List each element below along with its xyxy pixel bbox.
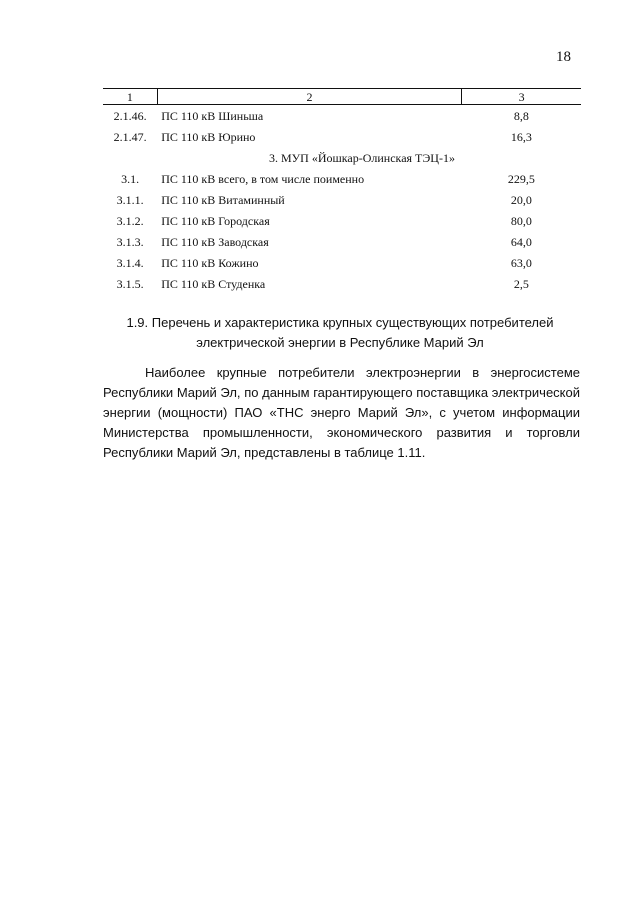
row-number: 3.1.: [121, 171, 140, 186]
substation-table: [103, 88, 581, 294]
section-heading-line-1: 1.9. Перечень и характеристика крупных существующих потребителей: [126, 315, 554, 330]
row-name: ПС 110 кВ Кожино: [161, 255, 259, 270]
body-paragraph-text: Наиболее крупные потребители электроэнергии в энергосистеме Республики Марий Эл, по данным гарантирующего поставщика электрической энергии (мощности) ПАО «ТНС энерго Марий Эл», с учетом информации Министерства промышленности, экономического развития и торговли Республики Марий Эл, представлены в таблице 1.11.: [103, 365, 580, 460]
row-number: 2.1.46.: [113, 108, 147, 123]
table-row: [103, 126, 581, 147]
table-row: [103, 210, 581, 231]
table-row: [103, 273, 581, 294]
table-row: [103, 168, 581, 189]
group-title: 3. МУП «Йошкар-Олинская ТЭЦ-1»: [269, 150, 455, 165]
table-row: [103, 231, 581, 252]
row-value: 16,3: [510, 129, 532, 144]
row-name: ПС 110 кВ Студенка: [161, 276, 266, 291]
row-name: ПС 110 кВ Заводская: [161, 234, 269, 249]
row-value: 8,8: [513, 108, 529, 123]
row-value: 229,5: [507, 171, 535, 186]
header-col-3: 3: [462, 89, 581, 105]
row-value: 64,0: [510, 234, 532, 249]
header-col-2: 2: [157, 89, 462, 105]
row-name: ПС 110 кВ Витаминный: [161, 192, 285, 207]
table-row: [103, 105, 581, 127]
row-number: 3.1.5.: [116, 276, 144, 291]
row-name: ПС 110 кВ всего, в том числе поименно: [161, 171, 365, 186]
section-heading-line-2: электрической энергии в Республике Марий Эл: [196, 335, 484, 350]
row-name: ПС 110 кВ Городская: [161, 213, 270, 228]
row-number: 3.1.3.: [116, 234, 144, 249]
row-number: 3.1.4.: [116, 255, 144, 270]
page-number: 18: [556, 49, 571, 65]
row-number: 3.1.1.: [116, 192, 144, 207]
body-paragraph: [103, 363, 580, 463]
row-value: 20,0: [510, 192, 532, 207]
row-name: ПС 110 кВ Шиньша: [161, 108, 264, 123]
row-value: 63,0: [510, 255, 532, 270]
row-number: 3.1.2.: [116, 213, 144, 228]
row-number: 2.1.47.: [113, 129, 147, 144]
substation-table-container: [103, 88, 581, 294]
table-group-row: [103, 147, 581, 168]
row-name: ПС 110 кВ Юрино: [161, 129, 256, 144]
row-value: 80,0: [510, 213, 532, 228]
table-row: [103, 252, 581, 273]
section-heading: [100, 313, 580, 353]
header-col-1: 1: [103, 89, 157, 105]
table-header-row: [103, 89, 581, 105]
row-value: 2,5: [513, 276, 529, 291]
table-row: [103, 189, 581, 210]
